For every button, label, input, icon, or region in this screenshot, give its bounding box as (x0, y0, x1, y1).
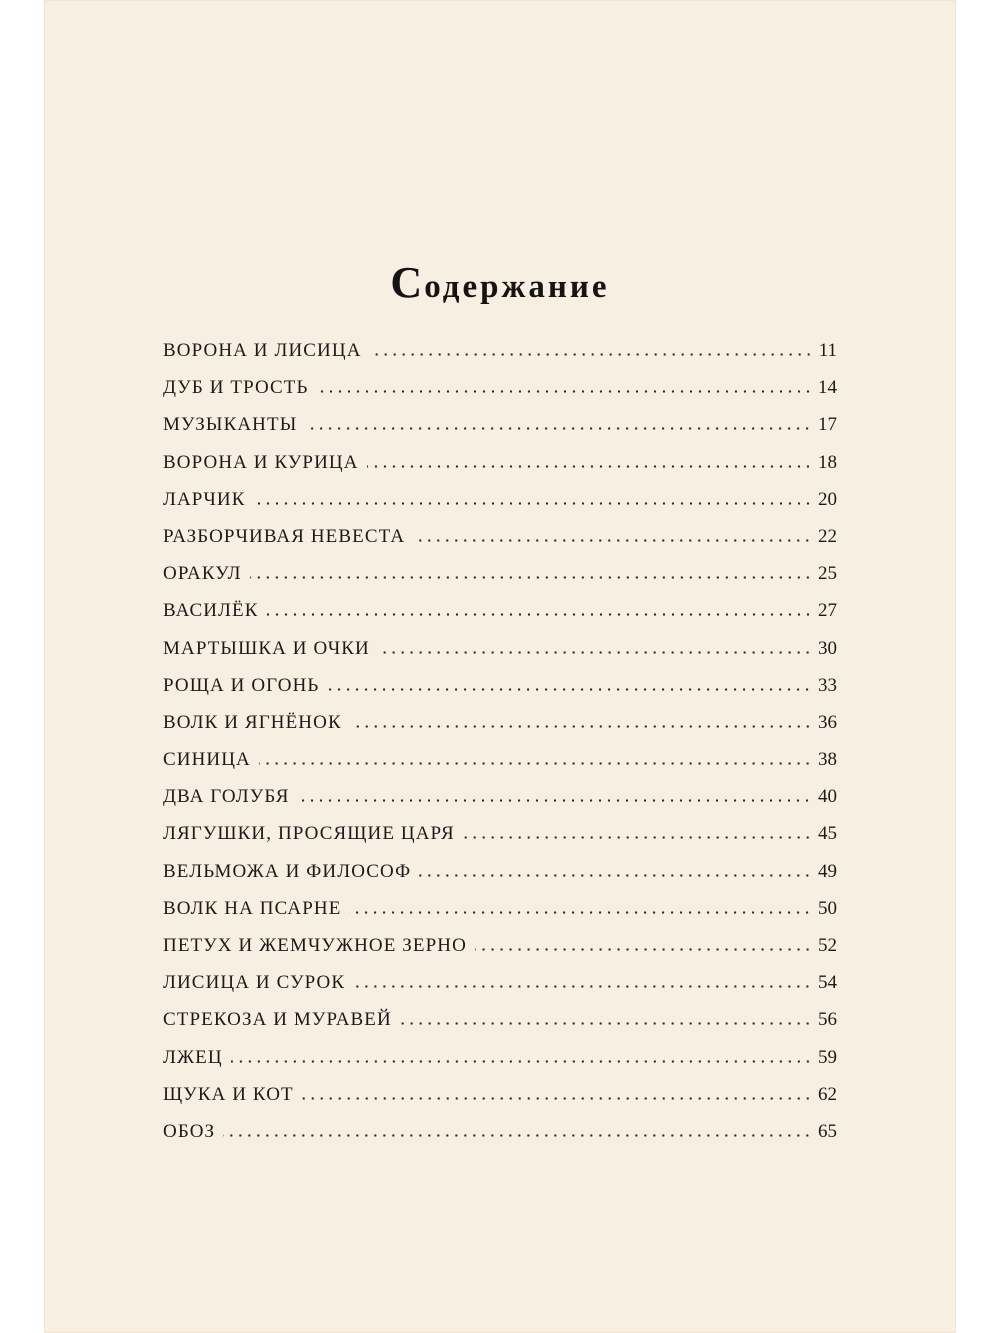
toc-entry (163, 667, 837, 704)
toc-entry-title: ЛАРЧИК (163, 488, 246, 510)
title-text: одержание (424, 269, 610, 306)
toc-entry-page-number: 40 (818, 786, 837, 808)
toc-entry-page-number: 45 (818, 823, 837, 845)
toc-entry-title: ВЕЛЬМОЖА И ФИЛОСОФ (163, 860, 412, 882)
dot-leader (223, 1134, 812, 1137)
toc-entry-page-number: 36 (818, 711, 837, 733)
toc-entry-page-number: 59 (818, 1046, 837, 1068)
toc-entry-page-number: 30 (818, 637, 837, 659)
toc-entry-title: ДВА ГОЛУБЯ (163, 786, 290, 808)
toc-entry-title: СИНИЦА (163, 749, 251, 771)
page-title (0, 257, 1000, 308)
toc-entry (163, 444, 837, 481)
dot-leader (305, 427, 812, 430)
toc-entry-title: ДУБ И ТРОСТЬ (163, 377, 309, 399)
dot-leader (400, 1022, 812, 1025)
toc-entry (163, 1001, 837, 1038)
toc-entry-page-number: 18 (818, 451, 837, 473)
dot-leader (353, 985, 812, 988)
drop-cap-initial: С (390, 258, 425, 308)
toc-entry (163, 332, 837, 369)
toc-entry (163, 927, 837, 964)
dot-leader (327, 688, 812, 691)
toc-entry (163, 815, 837, 852)
dot-leader (231, 1060, 812, 1063)
toc-entry-page-number: 14 (818, 377, 837, 399)
toc-entry-page-number: 54 (818, 972, 837, 994)
toc-entry (163, 1076, 837, 1113)
toc-entry-page-number: 33 (818, 674, 837, 696)
toc-entry (163, 778, 837, 815)
dot-leader (250, 576, 812, 579)
toc-entry (163, 406, 837, 443)
toc-entry-title: РОЩА И ОГОНЬ (163, 674, 320, 696)
toc-entry-page-number: 65 (818, 1120, 837, 1142)
toc-entry (163, 481, 837, 518)
dot-leader (419, 874, 812, 877)
toc-entry-title: ЩУКА И КОТ (163, 1083, 294, 1105)
toc-entry-title: ЛИСИЦА И СУРОК (163, 972, 346, 994)
dot-leader (254, 502, 812, 505)
dot-leader (267, 613, 812, 616)
toc-entry-title: ПЕТУХ И ЖЕМЧУЖНОЕ ЗЕРНО (163, 935, 467, 956)
toc-entry-title: ВОРОНА И КУРИЦА (163, 451, 359, 473)
toc-entry (163, 741, 837, 778)
toc-entry (163, 704, 837, 741)
dot-leader (370, 353, 813, 356)
toc-entry-title: СТРЕКОЗА И МУРАВЕЙ (163, 1009, 392, 1031)
toc-entry-page-number: 17 (818, 414, 837, 436)
toc-entry-title: МАРТЫШКА И ОЧКИ (163, 637, 370, 659)
dot-leader (349, 911, 812, 914)
dot-leader (475, 948, 812, 951)
toc-entry-page-number: 11 (818, 340, 837, 361)
dot-leader (259, 762, 812, 765)
dot-leader (378, 651, 812, 654)
toc-entry-title: МУЗЫКАНТЫ (163, 414, 298, 436)
toc-entry (163, 592, 837, 629)
dot-leader (317, 390, 812, 393)
toc-entry-page-number: 20 (818, 488, 837, 510)
toc-entry (163, 369, 837, 406)
toc-entry (163, 555, 837, 592)
toc-entry-page-number: 22 (818, 525, 837, 547)
dot-leader (302, 1097, 812, 1100)
toc-entry-page-number: 27 (818, 600, 837, 622)
toc-entry-title: ВОРОНА И ЛИСИЦА (163, 340, 362, 361)
toc-entry-title: ВОЛК НА ПСАРНЕ (163, 897, 342, 919)
toc-entry-page-number: 49 (818, 860, 837, 882)
toc-entry-title: ОРАКУЛ (163, 563, 242, 585)
toc-entry-title: ВОЛК И ЯГНЁНОК (163, 711, 342, 733)
toc-entry (163, 1113, 837, 1150)
dot-leader (367, 465, 812, 468)
dot-leader (350, 725, 812, 728)
toc-entry (163, 630, 837, 667)
toc-entry-title: ВАСИЛЁК (163, 600, 259, 622)
toc-entry-page-number: 50 (818, 897, 837, 919)
table-of-contents (163, 332, 837, 1150)
toc-entry (163, 853, 837, 890)
dot-leader (413, 539, 812, 542)
toc-entry-title: ОБОЗ (163, 1120, 216, 1142)
toc-entry-page-number: 52 (818, 935, 837, 956)
toc-entry-page-number: 62 (818, 1083, 837, 1105)
toc-entry (163, 964, 837, 1001)
dot-leader (463, 836, 812, 839)
toc-entry-page-number: 25 (818, 563, 837, 585)
toc-entry-title: РАЗБОРЧИВАЯ НЕВЕСТА (163, 525, 406, 547)
toc-entry (163, 1039, 837, 1076)
toc-entry-title: ЛЯГУШКИ, ПРОСЯЩИЕ ЦАРЯ (163, 823, 455, 845)
toc-entry-page-number: 38 (818, 749, 837, 771)
toc-entry-title: ЛЖЕЦ (163, 1046, 223, 1068)
dot-leader (297, 799, 812, 802)
toc-entry (163, 518, 837, 555)
toc-entry-page-number: 56 (818, 1009, 837, 1031)
toc-entry (163, 890, 837, 927)
